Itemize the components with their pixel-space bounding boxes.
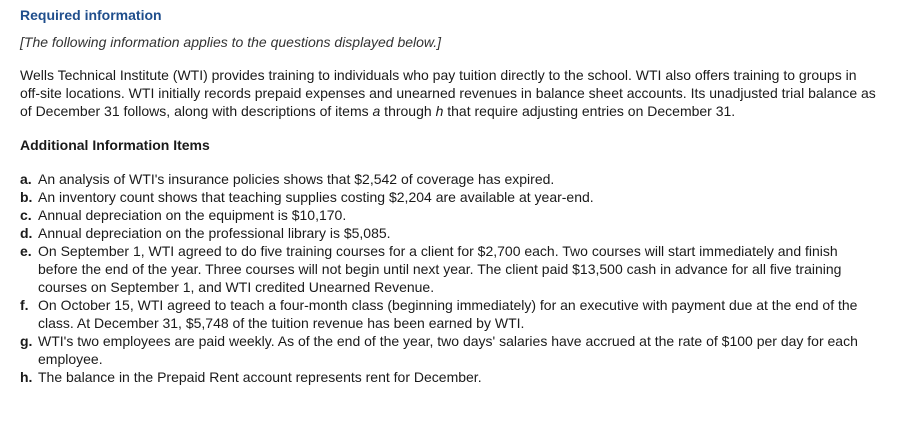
item-text: WTI's two employees are paid weekly. As of the end of the year, two days' salaries have accrued at the rate of $100 per day for each employee. [38,333,858,367]
item-text: The balance in the Prepaid Rent account represents rent for December. [38,369,482,385]
item-letter: e. [20,243,32,259]
item-text: Annual depreciation on the professional library is $5,085. [38,225,391,241]
info-item-g [20,332,880,368]
intro-paragraph [20,66,880,120]
item-letter: g. [20,333,33,349]
intro-text-part1: Wells Technical Institute (WTI) provides training to individuals who pay tuition directly to the school. WTI also offers training to groups in off-site locations. WTI initially records prepaid expenses and unearned revenues in balance sheet accounts. Its unadjusted trial balance as of December 31 follows, along with descriptions of items [20,67,876,119]
item-letter: b. [20,189,33,205]
info-item-b [20,188,880,206]
required-information-heading: Required information [20,7,162,23]
item-text: An analysis of WTI's insurance policies shows that $2,542 of coverage has expired. [38,171,555,187]
info-item-c [20,206,880,224]
info-item-f [20,296,880,332]
additional-info-heading: Additional Information Items [20,137,210,153]
info-item-e [20,242,880,296]
item-text: On October 15, WTI agreed to teach a four-month class (beginning immediately) for an executive with payment due at the end of the class. At December 31, $5,748 of the tuition revenue has been earned by WTI. [38,297,858,331]
intro-item-a: a [372,103,381,119]
info-item-d [20,224,880,242]
intro-item-h: h [435,103,444,119]
info-item-a [20,170,880,188]
intro-text-part2: through [380,103,436,119]
item-letter: h. [20,369,33,385]
item-text: Annual depreciation on the equipment is $10,170. [38,207,347,223]
item-letter: c. [20,207,32,223]
item-letter: f. [20,297,29,313]
info-item-h [20,368,880,386]
item-text: An inventory count shows that teaching supplies costing $2,204 are available at year-end. [38,189,594,205]
intro-text-part3: that require adjusting entries on December 31. [443,103,736,119]
info-applies-note: [The following information applies to the questions displayed below.] [20,34,442,50]
additional-info-list [20,170,880,386]
item-text: On September 1, WTI agreed to do five training courses for a client for $2,700 each. Two courses will start immediately and finish before the end of the year. Three courses will not begin until next year. The client paid $13,500 cash in advance for all five training courses on September 1, and WTI credited Unearned Revenue. [38,243,842,295]
required-information-panel [20,6,880,386]
item-letter: a. [20,171,32,187]
item-letter: d. [20,225,33,241]
